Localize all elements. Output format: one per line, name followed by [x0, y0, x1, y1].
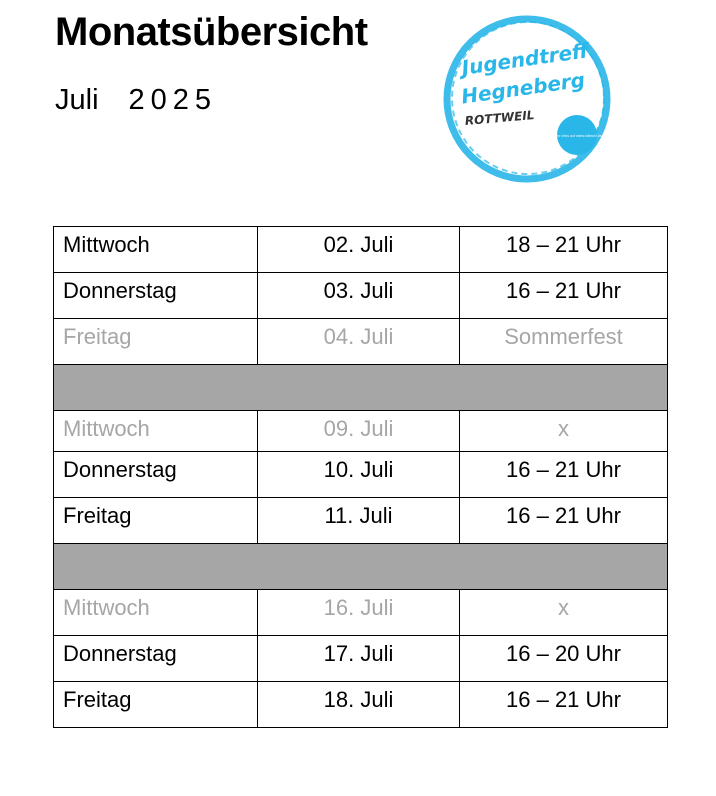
table-row [54, 411, 668, 452]
day-cell: Mittwoch [54, 590, 258, 636]
date-cell: 04. Juli [258, 319, 460, 365]
table-row [54, 227, 668, 273]
table-row [54, 498, 668, 544]
date-cell: 02. Juli [258, 227, 460, 273]
logo-line3: ROTTWEIL [464, 108, 535, 129]
year-label: 2025 [128, 84, 218, 116]
logo-line2: Hegneberg [459, 67, 587, 109]
date-cell: 09. Juli [258, 411, 460, 452]
time-cell: 16 – 21 Uhr [460, 273, 668, 319]
time-cell: 18 – 21 Uhr [460, 227, 668, 273]
time-cell: x [460, 411, 668, 452]
time-cell: Sommerfest [460, 319, 668, 365]
week-separator [54, 365, 668, 411]
time-cell: 16 – 21 Uhr [460, 682, 668, 728]
day-cell: Freitag [54, 682, 258, 728]
time-cell: x [460, 590, 668, 636]
time-cell: 16 – 20 Uhr [460, 636, 668, 682]
day-cell: Freitag [54, 319, 258, 365]
day-cell: Donnerstag [54, 636, 258, 682]
date-cell: 03. Juli [258, 273, 460, 319]
date-cell: 16. Juli [258, 590, 460, 636]
day-cell: Donnerstag [54, 452, 258, 498]
month-label: Juli [55, 84, 99, 116]
time-cell: 16 – 21 Uhr [460, 498, 668, 544]
separator-cell [54, 365, 668, 411]
table-row [54, 273, 668, 319]
table-row [54, 682, 668, 728]
table-row [54, 590, 668, 636]
logo-badge: Mehr infos auf www.rottweil.de [552, 134, 602, 138]
schedule-table [53, 226, 668, 728]
date-cell: 17. Juli [258, 636, 460, 682]
day-cell: Mittwoch [54, 411, 258, 452]
jugendtreff-logo [438, 10, 616, 188]
date-cell: 11. Juli [258, 498, 460, 544]
time-cell: 16 – 21 Uhr [460, 452, 668, 498]
day-cell: Freitag [54, 498, 258, 544]
day-cell: Donnerstag [54, 273, 258, 319]
day-cell: Mittwoch [54, 227, 258, 273]
table-row [54, 319, 668, 365]
month-year [55, 84, 217, 117]
page-title: Monatsübersicht [55, 10, 368, 54]
separator-cell [54, 544, 668, 590]
date-cell: 10. Juli [258, 452, 460, 498]
table-row [54, 452, 668, 498]
week-separator [54, 544, 668, 590]
table-row [54, 636, 668, 682]
date-cell: 18. Juli [258, 682, 460, 728]
logo-line1: Jugendtreff [460, 38, 590, 80]
